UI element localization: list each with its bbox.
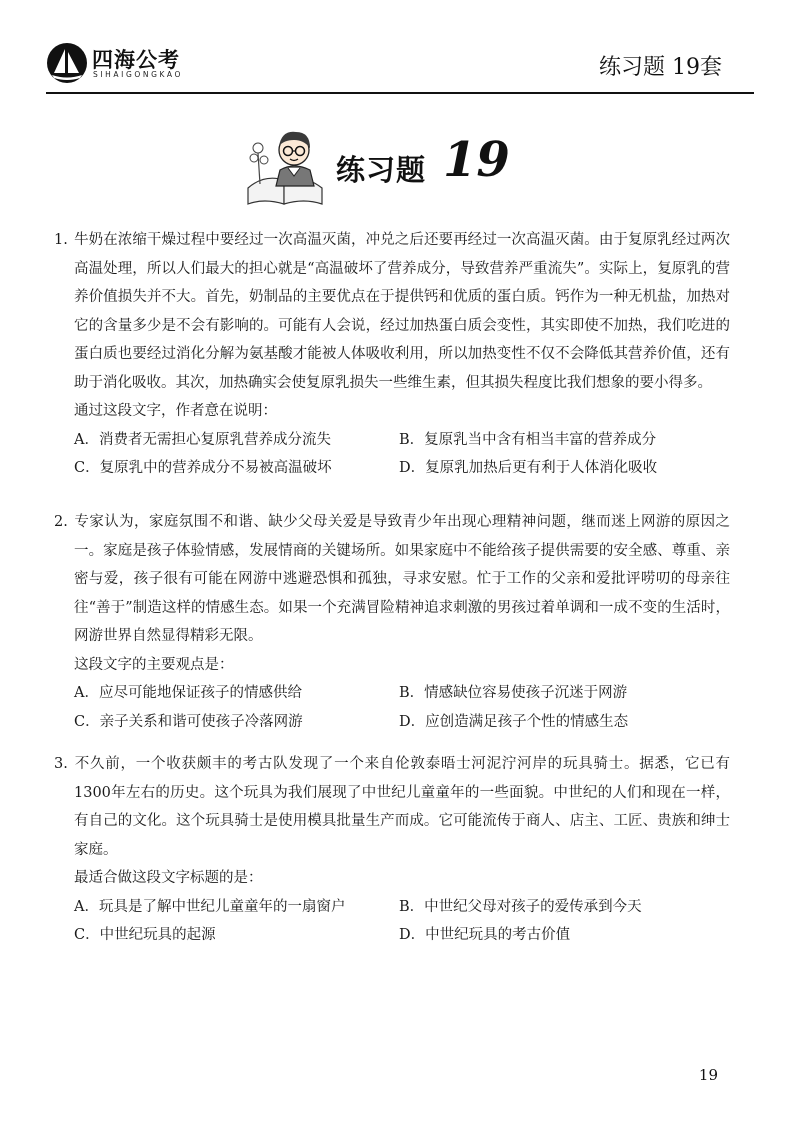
option-c[interactable]: C．复原乳中的营养成分不易被高温破坏 xyxy=(74,460,332,476)
exercise-title: 练习题 xyxy=(336,153,427,187)
option-c[interactable]: C．中世纪玩具的起源 xyxy=(74,927,216,943)
option-a[interactable]: A．玩具是了解中世纪儿童童年的一扇窗户 xyxy=(74,898,346,915)
option-list xyxy=(54,679,730,736)
header-divider xyxy=(46,92,754,94)
question-2 xyxy=(54,508,730,736)
question-number: 1. xyxy=(54,232,68,248)
brand-romanization: SIHAIGONGKAO xyxy=(93,70,183,79)
page-header xyxy=(0,0,800,92)
option-b[interactable]: B．中世纪父母对孩子的爱传承到今天 xyxy=(399,898,642,915)
question-number: 3. xyxy=(54,756,68,772)
option-list xyxy=(54,893,730,950)
question-3 xyxy=(54,750,730,950)
question-paragraph xyxy=(54,226,730,397)
question-prompt: 这段文字的主要观点是： xyxy=(74,656,234,673)
option-b[interactable]: B．情感缺位容易使孩子沉迷于网游 xyxy=(399,685,628,701)
sailboat-logo-icon xyxy=(46,42,88,84)
brand-name: 四海公考 xyxy=(92,48,180,72)
question-text: 牛奶在浓缩干燥过程中要经过一次高温灭菌，冲兑之后还要再经过一次高温灭菌。由于复原乳经过两次高温处理，所以人们最大的担心就是“高温破坏了营养成分，导致营养严重流失”。实际上，复原乳的营养价值损失并不大。首先，奶制品的主要优点在于提供钙和优质的蛋白质。钙作为一种无机盐，加热对它的含量多少是不会有影响的。可能有人会说，经过加热蛋白质会变性，其实即使不加热，我们吃进的蛋白质也要经过消化分解为氨基酸才能被人体吸收利用，所以加热变性不仅不会降低其营养价值，还有助于消化吸收。其次，加热确实会使复原乳损失一些维生素，但其损失程度比我们想象的要小得多。 xyxy=(74,232,730,391)
question-prompt: 最适合做这段文字标题的是： xyxy=(74,870,263,886)
title-block xyxy=(244,118,564,208)
option-a[interactable]: A．消费者无需担心复原乳营养成分流失 xyxy=(74,431,331,448)
question-prompt: 通过这段文字，作者意在说明： xyxy=(74,403,277,419)
teacher-mascot-icon xyxy=(244,118,330,208)
option-d[interactable]: D．应创造满足孩子个性的情感生态 xyxy=(399,713,629,730)
option-c[interactable]: C．亲子关系和谐可使孩子冷落网游 xyxy=(74,713,303,730)
question-number: 2. xyxy=(54,514,68,530)
question-paragraph xyxy=(54,750,730,864)
question-text: 专家认为，家庭氛围不和谐、缺少父母关爱是导致青少年出现心理精神问题，继而迷上网游的原因之一。家庭是孩子体验情感，发展情商的关键场所。如果家庭中不能给孩子提供需要的安全感、尊重、亲密与爱，孩子很有可能在网游中逃避恐惧和孤独，寻求安慰。忙于工作的父亲和爱批评唠叨的母亲往往“善于”制造这样的情感生态。如果一个充满冒险精神追求刺激的男孩过着单调和一成不变的生活时，网游世界自然显得精彩无限。 xyxy=(74,514,730,644)
option-a[interactable]: A．应尽可能地保证孩子的情感供给 xyxy=(74,685,302,701)
question-text: 不久前，一个收获颇丰的考古队发现了一个来自伦敦泰晤士河泥泞河岸的玩具骑士。据悉，它已有1300年左右的历史。这个玩具为我们展现了中世纪儿童童年的一些面貌。中世纪的人们和现在一样，有自己的文化。这个玩具骑士是使用模具批量生产而成。它可能流传于商人、店主、工匠、贵族和绅士家庭。 xyxy=(74,756,730,858)
exercise-number: 19 xyxy=(443,132,510,188)
page-number: 19 xyxy=(698,1066,718,1084)
option-d[interactable]: D．复原乳加热后更有利于人体消化吸收 xyxy=(399,460,658,476)
option-list xyxy=(54,426,730,483)
option-b[interactable]: B．复原乳当中含有相当丰富的营养成分 xyxy=(399,431,657,448)
question-1 xyxy=(54,226,730,483)
exercise-set-label: 练习题 19套 xyxy=(599,55,722,80)
option-d[interactable]: D．中世纪玩具的考古价值 xyxy=(399,927,571,943)
question-paragraph xyxy=(54,508,730,651)
